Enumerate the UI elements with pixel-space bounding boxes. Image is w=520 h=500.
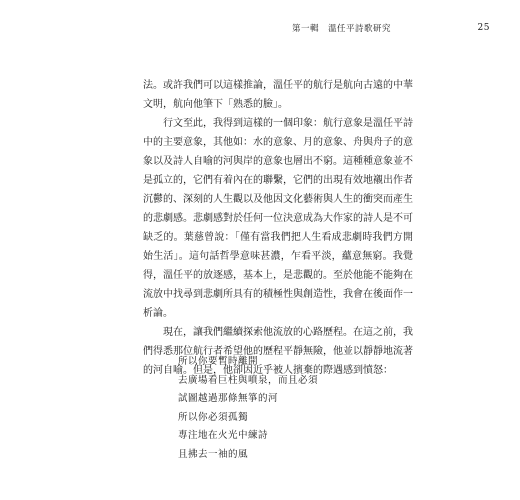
poem-line: 專注地在火光中練詩 — [178, 430, 269, 442]
paragraph: 行文至此，我得到這樣的一個印象：航行意象是溫任平詩中的主要意象，其他如：水的意象、月的意象、舟與舟子的意象以及詩人自喻的河與岸的意象也層出不窮。這種種意象並不是孤立的，它們有着內在的聯繫，它們的出現有效地襯出作者沉鬱的、深刻的人生觀以及他因文化藝術與人生的衝突而產生的悲劇感。悲劇感對於任何一位決意成為大作家的詩人是不可缺乏的。葉慈曾說：「僅有當我們把人生看成悲劇時我們方開始生活」。這句話哲學意味甚濃，乍看平淡，蘊意無窮。我覺得，溫任平的放逐感，基本上，是悲觀的。至於他能不能夠在流放中找尋到悲劇所具有的積極性與創造性，我會在後面作一析論。 — [143, 118, 413, 319]
paragraph: 法。或許我們可以這樣推論，溫任平的航行是航向古遠的中華文明，航向他筆下「熟悉的臉」。 — [143, 80, 413, 110]
poem-line: 所以你必須孤獨 — [178, 411, 249, 423]
poem-line: 試圖越過那條無箏的河 — [178, 393, 279, 405]
poem-line: 且拂去一袖的風 — [178, 448, 249, 460]
running-header — [292, 22, 490, 34]
poem-line: 去廣場看巨柱與噴泉，而且必須 — [178, 374, 319, 386]
page-number: 25 — [477, 23, 490, 33]
body-text — [143, 76, 413, 380]
poem-line: 所以你要暫時離開 — [178, 356, 259, 367]
paragraph: 現在，讓我們繼續探索他流放的心路歷程。在這之前，我們得悉那位航行者希望他的歷程平靜無險，他並以靜靜地流著的河自喻。但是，他卻因近乎被人擯棄的際遇感到憤怒： — [143, 327, 413, 376]
running-title: 第一輯 溫任平詩歌研究 — [292, 24, 392, 34]
poem-quote — [178, 353, 318, 465]
